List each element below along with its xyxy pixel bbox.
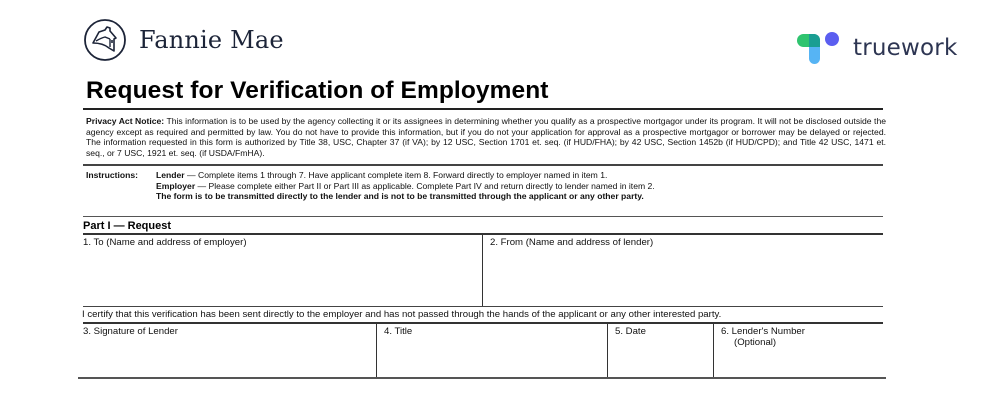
field3-signature-input[interactable] — [83, 340, 373, 376]
instructions-rule — [83, 216, 883, 217]
transmit-note-text: The form is to be transmitted directly to the lender and is not to be transmitted through the applicant or any other party. — [156, 191, 644, 202]
field6-lender-number-label — [721, 326, 805, 348]
field1-employer-input[interactable] — [83, 250, 478, 304]
field4-title-label: 4. Title — [384, 326, 413, 337]
employer-label: Employer — [156, 180, 196, 191]
fields-rule — [83, 306, 883, 307]
field5-date-label: 5. Date — [615, 326, 646, 337]
field-divider — [607, 323, 608, 377]
field-divider — [482, 234, 483, 306]
fannie-mae-logo — [83, 18, 284, 62]
lender-label: Lender — [156, 170, 185, 180]
employer-text: — Please complete either Part II or Part III as applicable. Complete Part IV and return directly to lender named in item 2. — [195, 180, 655, 191]
field6-label-line1: 6. Lender's Number — [721, 326, 805, 337]
field-divider — [376, 323, 377, 377]
lender-text: — Complete items 1 through 7. Have applicant complete item 8. Forward directly to employer named in item 1. — [184, 170, 608, 180]
certify-rule — [83, 322, 883, 324]
field4-title-input[interactable] — [380, 340, 604, 376]
part1-title: Part I — Request — [83, 220, 172, 232]
field5-date-input[interactable] — [611, 340, 711, 376]
instructions-label: Instructions: — [86, 170, 139, 180]
truework-mark-icon — [797, 30, 843, 66]
privacy-act-notice — [86, 116, 886, 158]
form-title: Request for Verification of Employment — [86, 77, 549, 104]
field6-label-line2: (Optional) — [734, 337, 777, 348]
house-in-circle-icon — [83, 18, 127, 62]
privacy-notice-text: This information is to be used by the agency collecting it or its assignees in determining whether you qualify as a prospective mortgagor under its program. It will not be disclosed outside the agency except as required and permitted by law. You do not have to provide this information, but if you do not your application for approval as a prospective mortgagor or borrower may be delayed or rejected. The information requested in this form is authorized by Title 38, USC, Chapter 37 (if VA); by 12 USC, Section 1701 et. seq. (if HUD/FHA); by 42 USC, Section 1452b (if HUD/CPD); and Title 42 USC, 1471 et. seq., or 7 USC, 1921 et. seq. (if USDA/FmHA). — [86, 116, 886, 158]
title-rule — [83, 108, 883, 110]
field2-lender-label: 2. From (Name and address of lender) — [490, 237, 654, 248]
privacy-notice-label: Privacy Act Notice: — [86, 116, 165, 126]
employer-instruction — [156, 181, 876, 192]
lender-instruction — [156, 170, 876, 181]
part1-rule — [83, 233, 883, 235]
truework-logo — [797, 30, 957, 66]
field3-signature-label: 3. Signature of Lender — [83, 326, 178, 337]
privacy-rule — [83, 164, 883, 166]
field6-lender-number-input[interactable] — [717, 352, 881, 376]
field2-lender-input[interactable] — [486, 250, 881, 304]
field1-employer-label: 1. To (Name and address of employer) — [83, 237, 247, 248]
field-divider — [713, 323, 714, 377]
truework-wordmark: truework — [853, 35, 958, 61]
certify-statement: I certify that this verification has been sent directly to the employer and has not passed through the hands of the applicant or any other interested party. — [82, 309, 722, 320]
fannie-mae-wordmark: Fannie Mae — [139, 26, 284, 54]
transmit-note — [156, 191, 876, 202]
bottom-rule — [78, 377, 886, 379]
